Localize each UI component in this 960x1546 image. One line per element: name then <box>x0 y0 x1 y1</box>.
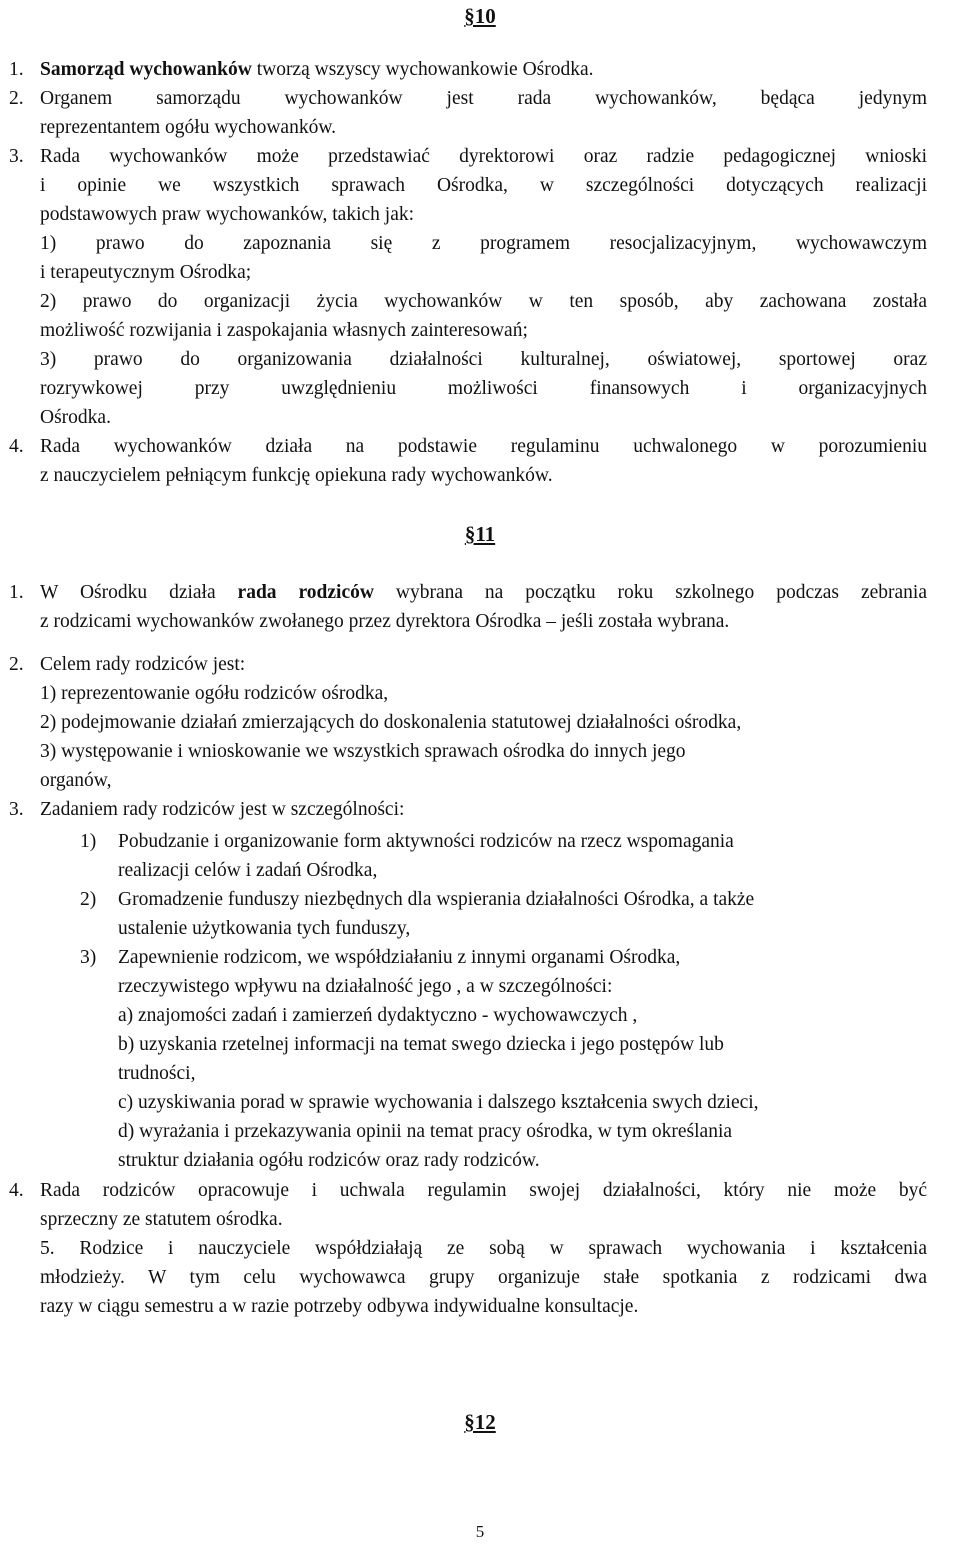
line: trudności, <box>118 1063 196 1084</box>
line: Rada wychowanków może przedstawiać dyrektorowi oraz radzie pedagogicznej wnioski <box>40 146 927 167</box>
section-header-10: §10 <box>464 4 496 28</box>
line: rzeczywistego wpływu na działalność jego , a w szczególności: <box>118 976 613 997</box>
line: Zadaniem rady rodziców jest w szczególności: <box>40 799 405 820</box>
line: d) wyrażania i przekazywania opinii na temat pracy ośrodka, w tym określania <box>118 1121 733 1142</box>
line: Gromadzenie funduszy niezbędnych dla wspierania działalności Ośrodka, a także <box>118 889 755 910</box>
line: 2) podejmowanie działań zmierzających do doskonalenia statutowej działalności ośrodka, <box>40 712 742 733</box>
right-2-line: 2) prawo do organizacji życia wychowanków w ten sposób, aby zachowana została <box>40 291 927 312</box>
line: z nauczycielem pełniącym funkcję opiekuna rady wychowanków. <box>40 465 553 486</box>
line: reprezentantem ogółu wychowanków. <box>40 117 337 138</box>
line: a) znajomości zadań i zamierzeń dydaktyczno - wychowawczych , <box>118 1005 638 1026</box>
item-number: 3. <box>9 146 24 167</box>
line <box>40 578 927 607</box>
text-pre: W Ośrodku działa <box>40 582 238 603</box>
line: Rada rodziców opracowuje i uchwala regulamin swojej działalności, który nie może być <box>40 1180 927 1201</box>
line: 3) występowanie i wnioskowanie we wszystkich sprawach ośrodka do innych jego <box>40 741 686 762</box>
item-number: 3. <box>9 799 24 820</box>
line: c) uzyskiwania porad w sprawie wychowania i dalszego kształcenia swych dzieci, <box>118 1092 759 1113</box>
line: młodzieży. W tym celu wychowawca grupy organizuje stałe spotkania z rodzicami dwa <box>40 1267 927 1288</box>
line: b) uzyskania rzetelnej informacji na temat swego dziecka i jego postępów lub <box>118 1034 724 1055</box>
line: z rodzicami wychowanków zwołanego przez dyrektora Ośrodka – jeśli została wybrana. <box>40 611 730 632</box>
line: Celem rady rodziców jest: <box>40 654 246 675</box>
line: Organem samorządu wychowanków jest rada wychowanków, będąca jedynym <box>40 88 927 109</box>
text-post: wybrana na początku roku szkolnego podczas zebrania <box>373 582 927 603</box>
line: realizacji celów i zadań Ośrodka, <box>118 860 378 881</box>
task-number: 3) <box>80 947 97 968</box>
line: struktur działania ogółu rodziców oraz rady rodziców. <box>118 1150 540 1171</box>
item-number: 2. <box>9 654 24 675</box>
right-3-line: rozrywkowej przy uwzględnieniu możliwości finansowych i organizacyjnych <box>40 378 927 399</box>
section-header-12: §12 <box>464 1410 496 1434</box>
right-2-line: możliwość rozwijania i zaspokajania własnych zainteresowań; <box>40 320 528 341</box>
item-number: 4. <box>9 1180 24 1201</box>
line: sprzeczny ze statutem ośrodka. <box>40 1209 283 1230</box>
line: ustalenie użytkowania tych funduszy, <box>118 918 411 939</box>
item-number: 4. <box>9 436 24 457</box>
task-number: 1) <box>80 831 97 852</box>
item-number: 1. <box>9 59 24 80</box>
text-rest: tworzą wszyscy wychowankowie Ośrodka. <box>251 59 594 80</box>
line: Rada wychowanków działa na podstawie regulaminu uchwalonego w porozumieniu <box>40 436 927 457</box>
bold-term: rada rodziców <box>237 582 374 603</box>
right-3-line: 3) prawo do organizowania działalności kulturalnej, oświatowej, sportowej oraz <box>40 349 927 370</box>
right-1-line: i terapeutycznym Ośrodka; <box>40 262 252 283</box>
right-1-line: 1) prawo do zapoznania się z programem resocjalizacyjnym, wychowawczym <box>40 233 927 254</box>
page-number: 5 <box>475 1522 485 1541</box>
task-number: 2) <box>80 889 97 910</box>
line: podstawowych praw wychowanków, takich jak: <box>40 204 415 225</box>
line: Zapewnienie rodzicom, we współdziałaniu z innymi organami Ośrodka, <box>118 947 681 968</box>
line: 1) reprezentowanie ogółu rodziców ośrodka, <box>40 683 389 704</box>
bold-term: Samorząd wychowanków <box>40 59 252 80</box>
item-number: 1. <box>9 582 24 603</box>
item-text <box>40 55 927 84</box>
line: razy w ciągu semestru a w razie potrzeby odbywa indywidualne konsultacje. <box>40 1296 639 1317</box>
item-number: 2. <box>9 88 24 109</box>
line: 5. Rodzice i nauczyciele współdziałają ze sobą w sprawach wychowania i kształcenia <box>40 1238 927 1259</box>
line: i opinie we wszystkich sprawach Ośrodka, w szczególności dotyczących realizacji <box>40 175 927 196</box>
line: Pobudzanie i organizowanie form aktywności rodziców na rzecz wspomagania <box>118 831 734 852</box>
section-header-11: §11 <box>464 522 496 546</box>
line: organów, <box>40 770 112 791</box>
right-3-line: Ośrodka. <box>40 407 111 428</box>
